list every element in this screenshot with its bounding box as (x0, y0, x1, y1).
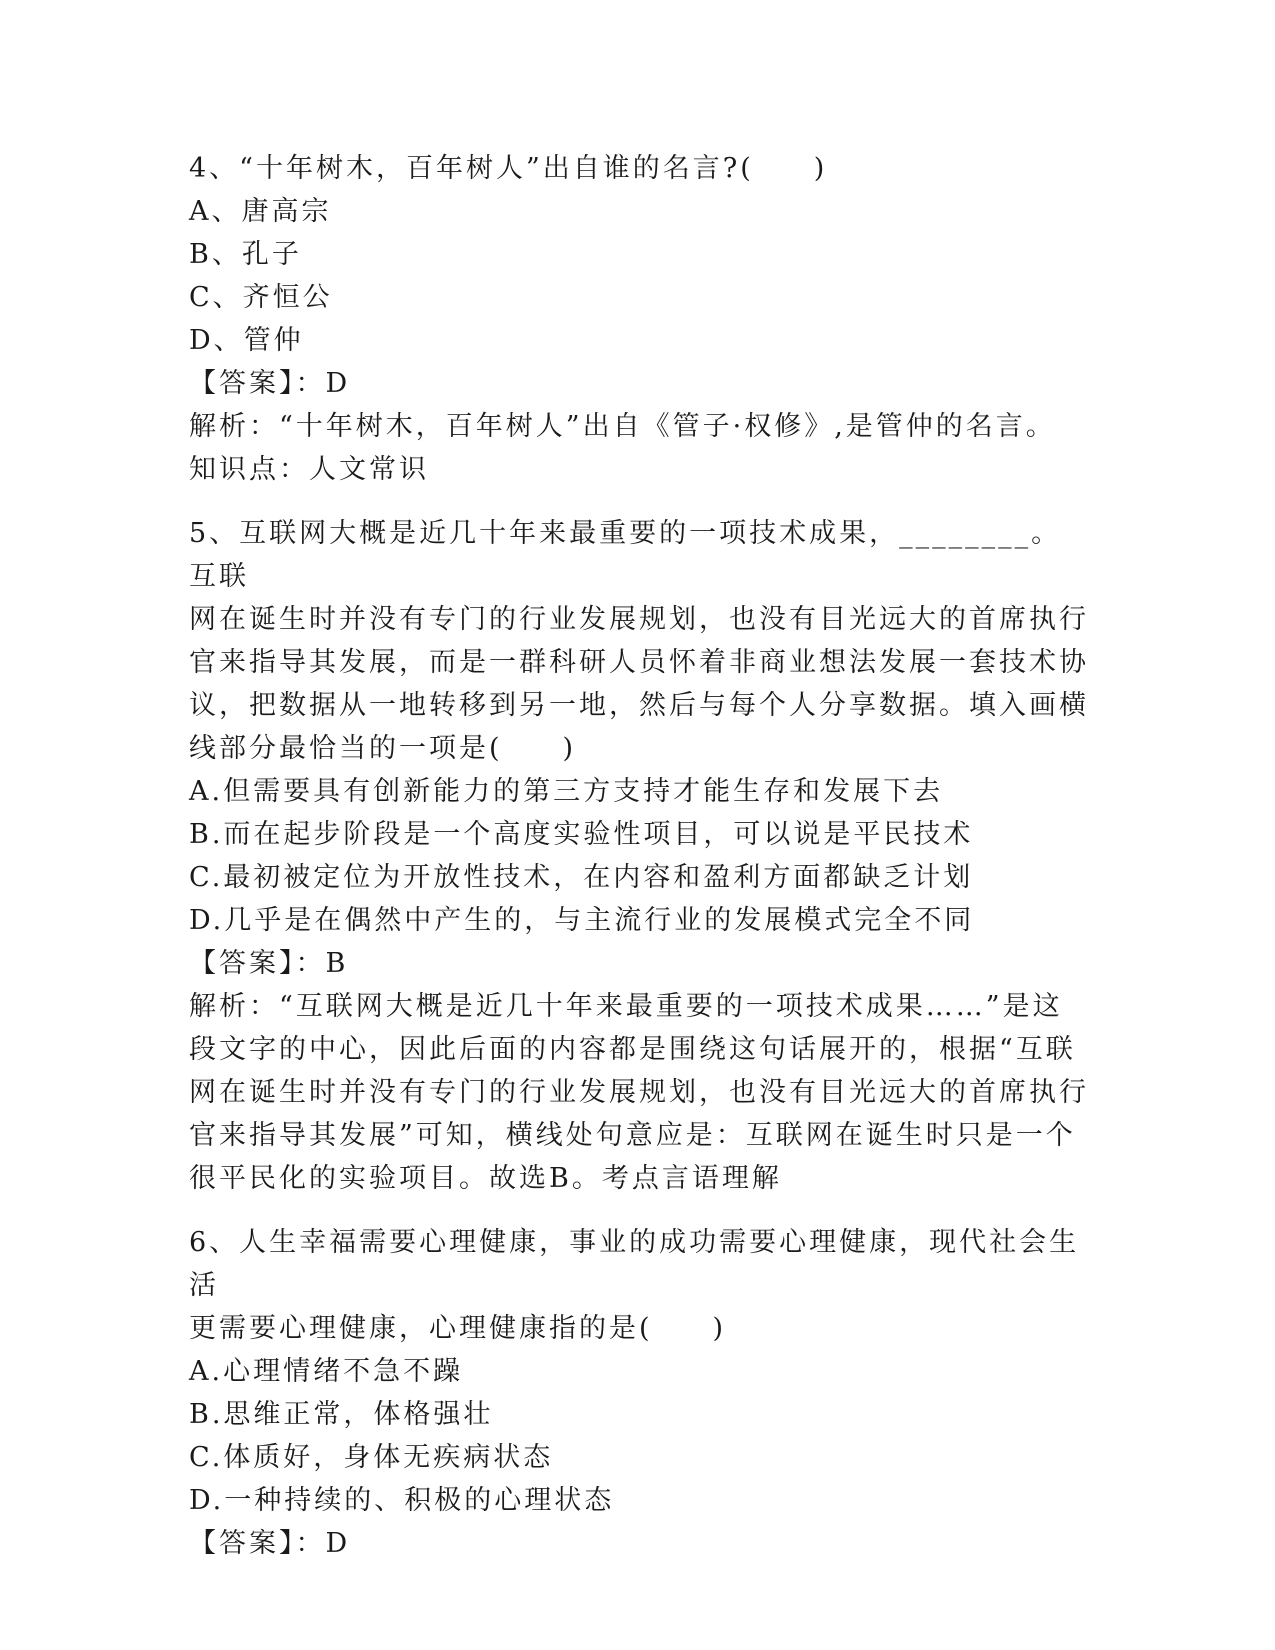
question-stem: 网在诞生时并没有专门的行业发展规划，也没有目光远大的首席执行 (189, 604, 1089, 635)
analysis-line: 很平民化的实验项目。故选B。考点言语理解 (189, 1163, 782, 1194)
question-stem: 6、人生幸福需要心理健康，事业的成功需要心理健康，现代社会生活 (189, 1227, 1080, 1301)
option-d: D.一种持续的、积极的心理状态 (189, 1485, 615, 1516)
question-stem: 官来指导其发展，而是一群科研人员怀着非商业想法发展一套技术协 (189, 647, 1089, 678)
option-a: A、唐高宗 (189, 196, 332, 227)
option-b: B.思维正常，体格强壮 (189, 1399, 494, 1430)
question-6 (189, 1221, 1089, 1565)
analysis-line: 官来指导其发展”可知，横线处句意应是：互联网在诞生时只是一个 (189, 1120, 1076, 1151)
question-stem: 4、“十年树木，百年树人”出自谁的名言?( ) (189, 153, 828, 184)
question-stem: 议，把数据从一地转移到另一地，然后与每个人分享数据。填入画横 (189, 690, 1089, 721)
analysis-line: 网在诞生时并没有专门的行业发展规划，也没有目光远大的首席执行 (189, 1077, 1089, 1108)
option-c: C.最初被定位为开放性技术，在内容和盈利方面都缺乏计划 (189, 862, 974, 893)
option-a: A.但需要具有创新能力的第三方支持才能生存和发展下去 (189, 776, 944, 807)
knowledge-point: 知识点：人文常识 (189, 454, 429, 485)
question-4 (189, 147, 1089, 491)
option-d: D.几乎是在偶然中产生的，与主流行业的发展模式完全不同 (189, 905, 975, 936)
option-b: B、孔子 (189, 239, 302, 270)
analysis-line: 解析：“十年树木，百年树人”出自《管子·权修》,是管仲的名言。 (189, 411, 1056, 442)
exam-page (189, 147, 1089, 1586)
question-stem: 5、互联网大概是近几十年来最重要的一项技术成果，________。互联 (189, 518, 1062, 592)
question-stem: 线部分最恰当的一项是( ) (189, 733, 577, 764)
analysis-line: 解析：“互联网大概是近几十年来最重要的一项技术成果……”是这 (189, 991, 1063, 1022)
option-c: C.体质好，身体无疾病状态 (189, 1442, 554, 1473)
question-stem: 更需要心理健康，心理健康指的是( ) (189, 1313, 727, 1344)
option-a: A.心理情绪不急不躁 (189, 1356, 464, 1387)
answer: 【答案】：D (189, 1528, 351, 1559)
option-c: C、齐恒公 (189, 282, 333, 313)
answer: 【答案】：D (189, 368, 351, 399)
option-d: D、管仲 (189, 325, 304, 356)
question-5 (189, 512, 1089, 1200)
answer: 【答案】：B (189, 948, 349, 979)
analysis-line: 段文字的中心，因此后面的内容都是围绕这句话展开的，根据“互联 (189, 1034, 1076, 1065)
option-b: B.而在起步阶段是一个高度实验性项目，可以说是平民技术 (189, 819, 974, 850)
